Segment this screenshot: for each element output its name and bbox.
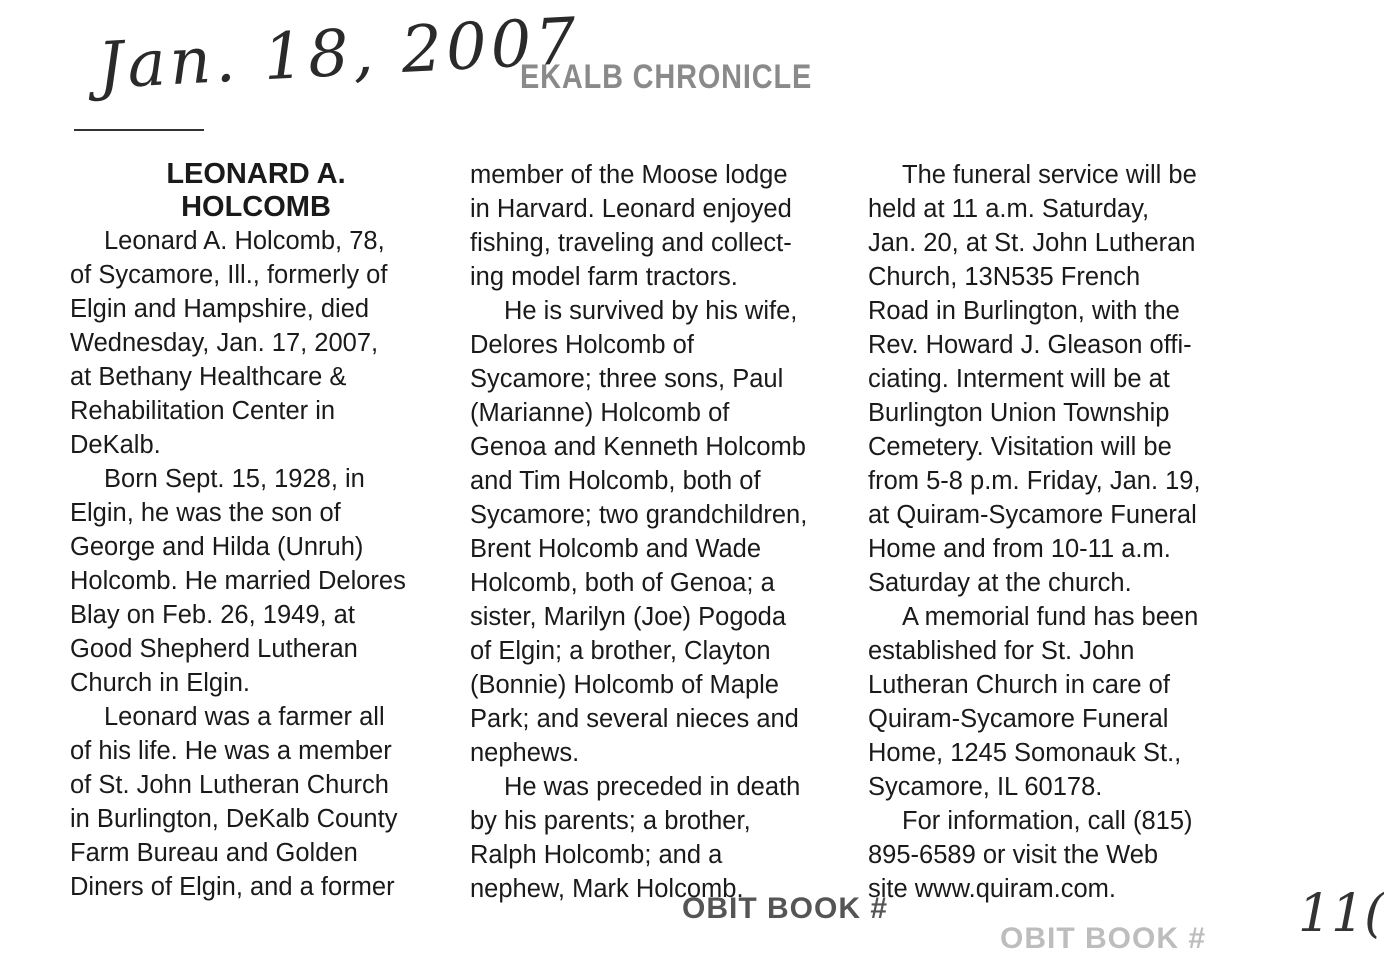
text-line: Delores Holcomb of	[470, 331, 694, 359]
text-line: Diners of Elgin, and a former	[70, 873, 395, 901]
text-line: Holcomb. He married Delores	[70, 567, 406, 595]
text-line: Leonard A. Holcomb, 78,	[104, 227, 385, 255]
text-line: Home, 1245 Somonauk St.,	[868, 739, 1182, 767]
text-line: of Sycamore, Ill., formerly of	[70, 261, 388, 289]
date-underline	[74, 129, 204, 131]
text-line: ciating. Interment will be at	[868, 365, 1170, 393]
text-line: Park; and several nieces and	[470, 705, 799, 733]
text-line: Burlington Union Township	[868, 399, 1170, 427]
text-line: Elgin, he was the son of	[70, 499, 341, 527]
text-line: of Elgin; a brother, Clayton	[470, 637, 771, 665]
text-line: Born Sept. 15, 1928, in	[104, 465, 365, 493]
text-line: nephews.	[470, 739, 580, 767]
text-line: Ralph Holcomb; and a	[470, 841, 723, 869]
column-2-body	[470, 158, 807, 906]
text-line: He is survived by his wife,	[504, 297, 798, 325]
obituary-heading-line-1: LEONARD A.	[166, 158, 346, 190]
text-line: Sycamore; three sons, Paul	[470, 365, 784, 393]
text-line: The funeral service will be	[902, 161, 1197, 189]
text-line: from 5-8 p.m. Friday, Jan. 19,	[868, 467, 1201, 495]
obit-book-stamp-faded: OBIT BOOK #	[1000, 922, 1207, 955]
text-line: Holcomb, both of Genoa; a	[470, 569, 775, 597]
text-line: site www.quiram.com.	[868, 875, 1116, 903]
masthead-stamp: EKALB CHRONICLE	[520, 58, 813, 96]
text-line: in Harvard. Leonard enjoyed	[470, 195, 792, 223]
text-line: Leonard was a farmer all	[104, 703, 385, 731]
handwritten-page-number: 11(	[1298, 884, 1384, 944]
text-line: Home and from 10-11 a.m.	[868, 535, 1171, 563]
text-line: Road in Burlington, with the	[868, 297, 1180, 325]
text-line: Blay on Feb. 26, 1949, at	[70, 601, 355, 629]
text-line: DeKalb.	[70, 431, 161, 459]
obituary-heading-line-2: HOLCOMB	[181, 191, 331, 223]
obituary-column-2	[470, 158, 807, 906]
text-line: (Bonnie) Holcomb of Maple	[470, 671, 779, 699]
text-line: Genoa and Kenneth Holcomb	[470, 433, 806, 461]
text-line: and Tim Holcomb, both of	[470, 467, 761, 495]
obituary-column-1	[70, 158, 442, 904]
text-line: George and Hilda (Unruh)	[70, 533, 364, 561]
text-line: fishing, traveling and collect-	[470, 229, 792, 257]
column-3-body	[868, 158, 1201, 906]
text-line: Brent Holcomb and Wade	[470, 535, 762, 563]
text-line: Quiram-Sycamore Funeral	[868, 705, 1169, 733]
text-line: (Marianne) Holcomb of	[470, 399, 730, 427]
text-line: Saturday at the church.	[868, 569, 1132, 597]
text-line: Wednesday, Jan. 17, 2007,	[70, 329, 379, 357]
text-line: held at 11 a.m. Saturday,	[868, 195, 1150, 223]
text-line: at Quiram-Sycamore Funeral	[868, 501, 1197, 529]
text-line: Elgin and Hampshire, died	[70, 295, 370, 323]
text-line: Sycamore; two grandchildren,	[470, 501, 808, 529]
obit-book-stamp: OBIT BOOK #	[682, 892, 889, 925]
text-line: Farm Bureau and Golden	[70, 839, 358, 867]
obituary-column-3	[868, 158, 1201, 906]
handwritten-date: Jan. 18, 2007	[96, 4, 582, 104]
text-line: Good Shepherd Lutheran	[70, 635, 358, 663]
text-line: Church, 13N535 French	[868, 263, 1141, 291]
text-line: nephew, Mark Holcomb.	[470, 875, 744, 903]
text-line: Sycamore, IL 60178.	[868, 773, 1103, 801]
text-line: of St. John Lutheran Church	[70, 771, 389, 799]
text-line: in Burlington, DeKalb County	[70, 805, 398, 833]
text-line: ing model farm tractors.	[470, 263, 738, 291]
text-line: member of the Moose lodge	[470, 161, 788, 189]
text-line: sister, Marilyn (Joe) Pogoda	[470, 603, 787, 631]
column-1-body	[70, 224, 442, 904]
text-line: Church in Elgin.	[70, 669, 251, 697]
text-line: by his parents; a brother,	[470, 807, 751, 835]
text-line: Jan. 20, at St. John Lutheran	[868, 229, 1196, 257]
text-line: Rehabilitation Center in	[70, 397, 336, 425]
text-line: Lutheran Church in care of	[868, 671, 1170, 699]
text-line: 895-6589 or visit the Web	[868, 841, 1159, 869]
text-line: at Bethany Healthcare &	[70, 363, 347, 391]
text-line: of his life. He was a member	[70, 737, 392, 765]
text-line: He was preceded in death	[504, 773, 801, 801]
text-line: For information, call (815)	[902, 807, 1193, 835]
text-line: established for St. John	[868, 637, 1135, 665]
text-line: Rev. Howard J. Gleason offi-	[868, 331, 1192, 359]
text-line: A memorial fund has been	[902, 603, 1199, 631]
text-line: Cemetery. Visitation will be	[868, 433, 1172, 461]
